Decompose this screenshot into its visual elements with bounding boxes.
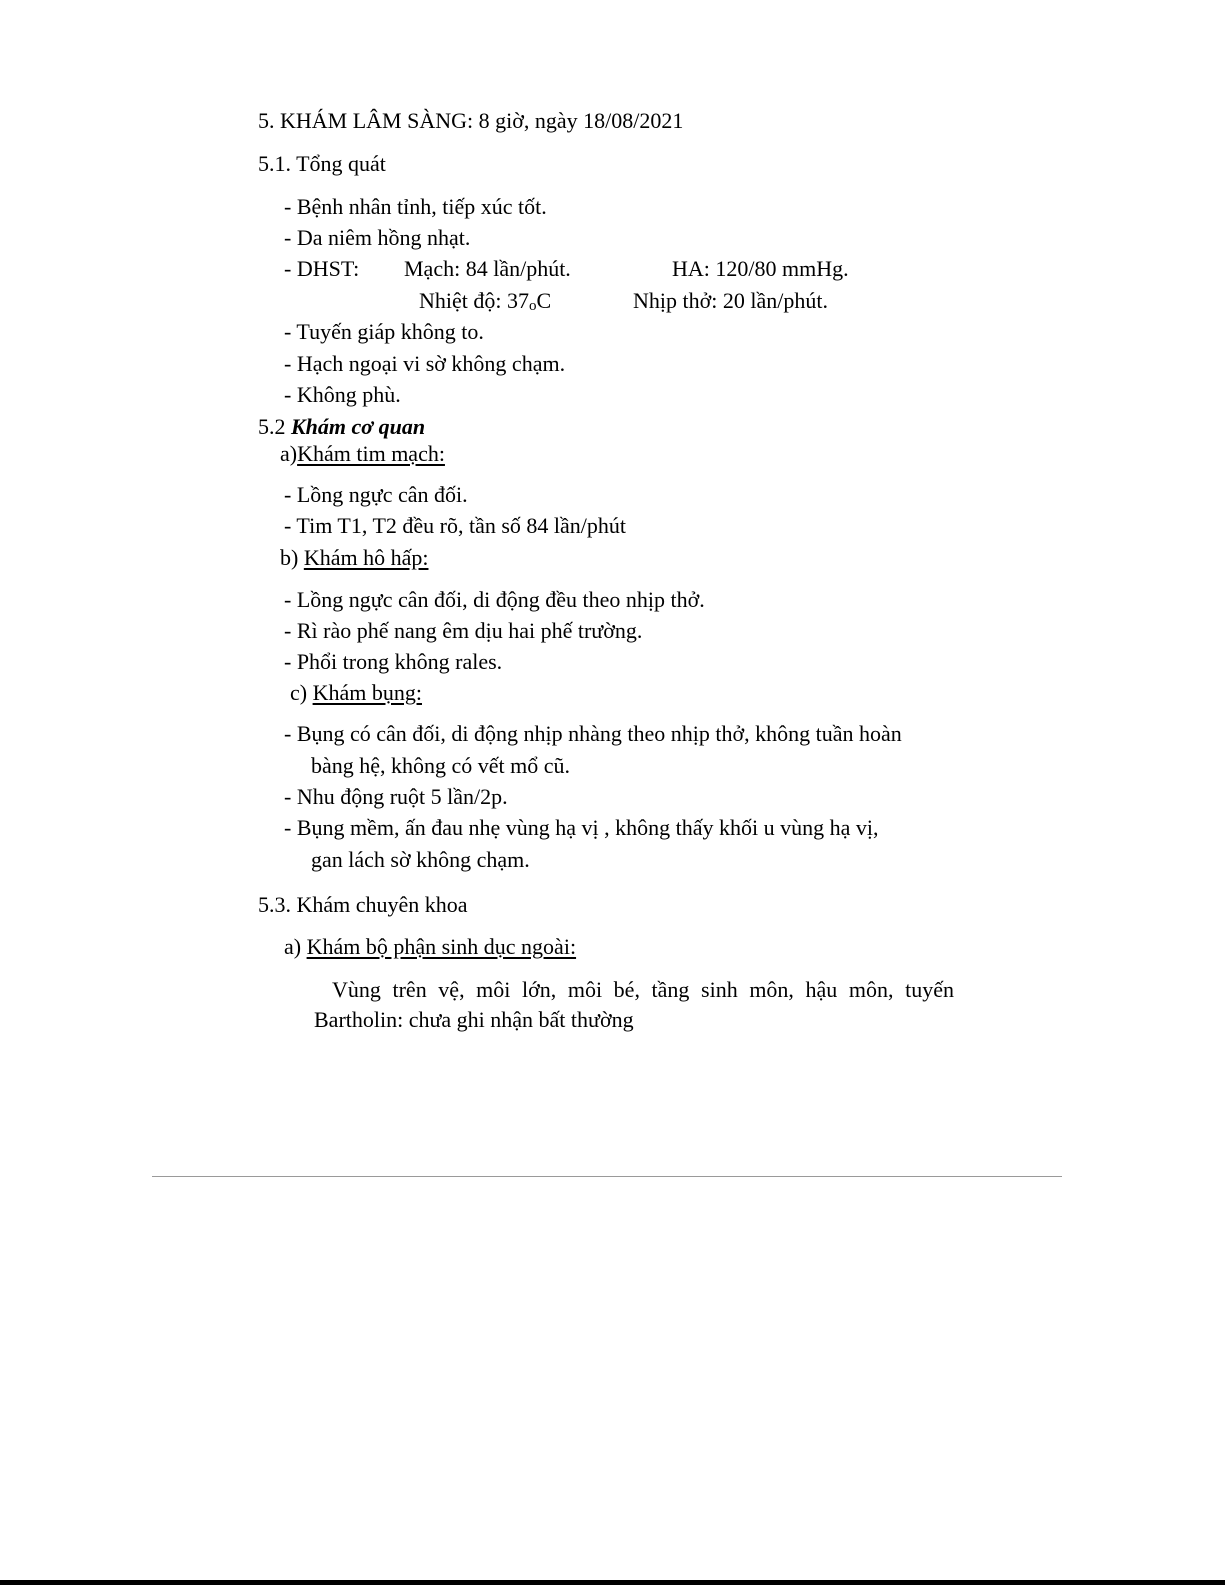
general-item: - Da niêm hồng nhạt. (284, 225, 471, 250)
cardio-item: - Tim T1, T2 đều rõ, tần số 84 lần/phút (284, 513, 627, 538)
resp-item: - Lồng ngực cân đối, di động đều theo nhịp thở. (284, 587, 705, 612)
organs-heading-text: Khám cơ quan (291, 414, 426, 439)
general-item: - Hạch ngoại vi sờ không chạm. (284, 351, 566, 376)
organs-heading (258, 413, 425, 441)
genital-paragraph: Vùng trên vệ, môi lớn, môi bé, tầng sinh môn, hậu môn, tuyến Bartholin: chưa ghi nhận bất thường (314, 977, 954, 1032)
resp-subheading (280, 544, 428, 572)
cardio-prefix: a) (280, 441, 298, 466)
abdomen-item: - Nhu động ruột 5 lần/2p. (284, 784, 508, 809)
general-item: - Bệnh nhân tỉnh, tiếp xúc tốt. (284, 194, 547, 219)
cardio-title: Khám tim mạch: (297, 441, 445, 466)
general-item: - Không phù. (284, 382, 401, 407)
resp-prefix: b) (280, 545, 304, 570)
section-title: 5. KHÁM LÂM SÀNG: 8 giờ, ngày 18/08/2021 (258, 108, 684, 133)
abdomen-subheading (290, 679, 422, 707)
cardio-item: - Lồng ngực cân đối. (284, 482, 468, 507)
abdomen-item-continuation: bàng hệ, không có vết mổ cũ. (311, 753, 571, 778)
vitals-label: - DHST: (284, 256, 360, 281)
cardio-subheading (280, 440, 445, 468)
general-heading: 5.1. Tổng quát (258, 151, 386, 176)
general-item: - Tuyến giáp không to. (284, 319, 484, 344)
resp-title: Khám hô hấp: (303, 545, 429, 570)
abdomen-item: - Bụng mềm, ấn đau nhẹ vùng hạ vị , không thấy khối u vùng hạ vị, (284, 815, 879, 840)
genital-prefix: a) (284, 934, 307, 959)
page-divider (152, 1176, 1062, 1177)
vitals-pulse: Mạch: 84 lần/phút. (404, 256, 571, 281)
abdomen-item-continuation: gan lách sờ không chạm. (311, 847, 530, 872)
vitals-blood-pressure: HA: 120/80 mmHg. (672, 256, 849, 281)
organs-heading-number: 5.2 (258, 414, 291, 439)
vitals-respiration: Nhịp thở: 20 lần/phút. (633, 288, 828, 313)
specialty-heading: 5.3. Khám chuyên khoa (258, 892, 468, 917)
bottom-edge-bar (0, 1580, 1225, 1585)
vitals-temperature (419, 287, 551, 318)
vitals-temperature-unit: C (536, 288, 552, 313)
abdomen-title: Khám bụng: (312, 680, 422, 705)
vitals-temperature-value: Nhiệt độ: 37 (419, 288, 529, 313)
abdomen-item: - Bụng có cân đối, di động nhịp nhàng theo nhịp thở, không tuần hoàn (284, 721, 902, 746)
genital-subheading (284, 933, 576, 961)
abdomen-prefix: c) (290, 680, 313, 705)
resp-item: - Rì rào phế nang êm dịu hai phế trường. (284, 618, 643, 643)
resp-item: - Phổi trong không rales. (284, 649, 503, 674)
genital-title: Khám bộ phận sinh dục ngoài: (306, 934, 577, 959)
vitals-temperature-degree: o (529, 298, 537, 314)
